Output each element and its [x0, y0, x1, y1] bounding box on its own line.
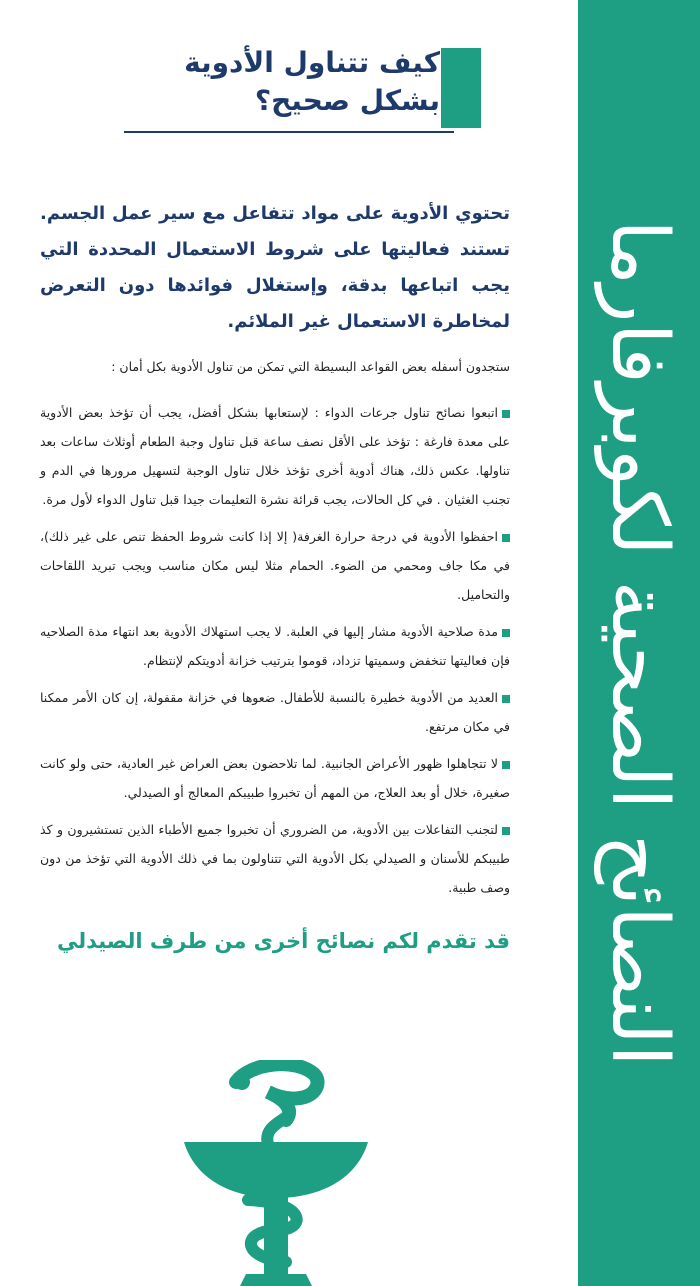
side-band	[578, 0, 700, 1286]
tip-text: مدة صلاحية الأدوية مشار إليها في العلبة. لا يجب استهلاك الأدوية بعد انتهاء مدة الصلاحيه فإن فعاليتها تنخفض وسميتها تزداد، قوموا بترتيب خزانة أدويتكم لإنتظام.	[40, 624, 510, 668]
tip-text: لا تتجاهلوا ظهور الأعراض الجانبية. لما تلاحضون بعض العراض غير العادية، حتى ولو كانت صغيرة، خلال أو بعد العلاج، من المهم أن تخبروا طبيبكم المعالج أو الصيدلي.	[40, 756, 510, 800]
bullet-square-icon	[502, 534, 510, 542]
page-title	[110, 44, 440, 120]
tip-item	[40, 398, 510, 514]
tip-text: العديد من الأدوية خطيرة بالنسبة للأطفال. ضعوها في خزانة مقفولة، إن كان الأمر ممكنا في مكان مرتفع.	[40, 690, 510, 734]
bullet-square-icon	[502, 629, 510, 637]
title-accent-square	[441, 48, 481, 128]
lead-paragraph: ستجدون أسفله بعض القواعد البسيطة التي تمكن من تناول الأدوية بكل أمان :	[111, 359, 510, 374]
tips-list	[40, 398, 510, 902]
title-underline	[124, 131, 454, 133]
tip-item	[40, 617, 510, 675]
page-title-line-1: كيف تتناول الأدوية	[184, 46, 440, 79]
intro-paragraph: تحتوي الأدوية على مواد تتفاعل مع سير عمل الجسم. تستند فعاليتها على شروط الاستعمال المحددة التي يجب اتباعها بدقة، وإستغلال فوائدها دون التعرض لمخاطرة الاستعمال غير الملائم.	[40, 203, 510, 332]
tip-text: اتبعوا نصائح تناول جرعات الدواء : لإستعابها بشكل أفضل، يجب أن تؤخذ بعض الأدوية على معدة فارغة : تؤخذ على الأقل نصف ساعة قبل تناول وجبة الطعام أوثلاث ساعات بعد تناولها. عكس ذلك، هناك أدوية أخرى تؤخذ خلال تناول الوجبة لتسهيل مرورها في الدم و تجنب الغثيان . في كل الحالات، يجب قرائة نشرة التعليمات جيدا قبل تناول الدواء لأول مرة.	[40, 405, 510, 507]
tip-item	[40, 749, 510, 807]
tip-text: لتجنب التفاعلات بين الأدوية، من الضروري أن تخبروا جميع الأطباء الذين تستشيرون و كذ طبيبكم للأسنان و الصيدلي بكل الأدوية التي تتناولون بما في ذلك الأدوية التي تؤخذ من دون وصف طبية.	[40, 822, 510, 895]
bullet-square-icon	[502, 695, 510, 703]
side-title: النصائح الصحية لكوبرفارما	[594, 219, 684, 1067]
page-title-line-2: بشكل صحيح؟	[254, 84, 440, 117]
bullet-square-icon	[502, 827, 510, 835]
tip-item	[40, 522, 510, 609]
bowl-of-hygieia-icon	[176, 1060, 376, 1286]
closing-note: قد تقدم لكم نصائح أخرى من طرف الصيدلي	[56, 929, 510, 953]
tip-item	[40, 815, 510, 902]
tip-item	[40, 683, 510, 741]
bullet-square-icon	[502, 761, 510, 769]
tip-text: احفظوا الأدوية في درجة حرارة الغرفة( إلا إذا كانت شروط الحفظ تنص على غير ذلك)، في مكا جاف ومحمي من الضوء. الحمام مثلا ليس مكان مناسب ويجب تبريد اللقاحات والتحاميل.	[40, 529, 510, 602]
bullet-square-icon	[502, 410, 510, 418]
